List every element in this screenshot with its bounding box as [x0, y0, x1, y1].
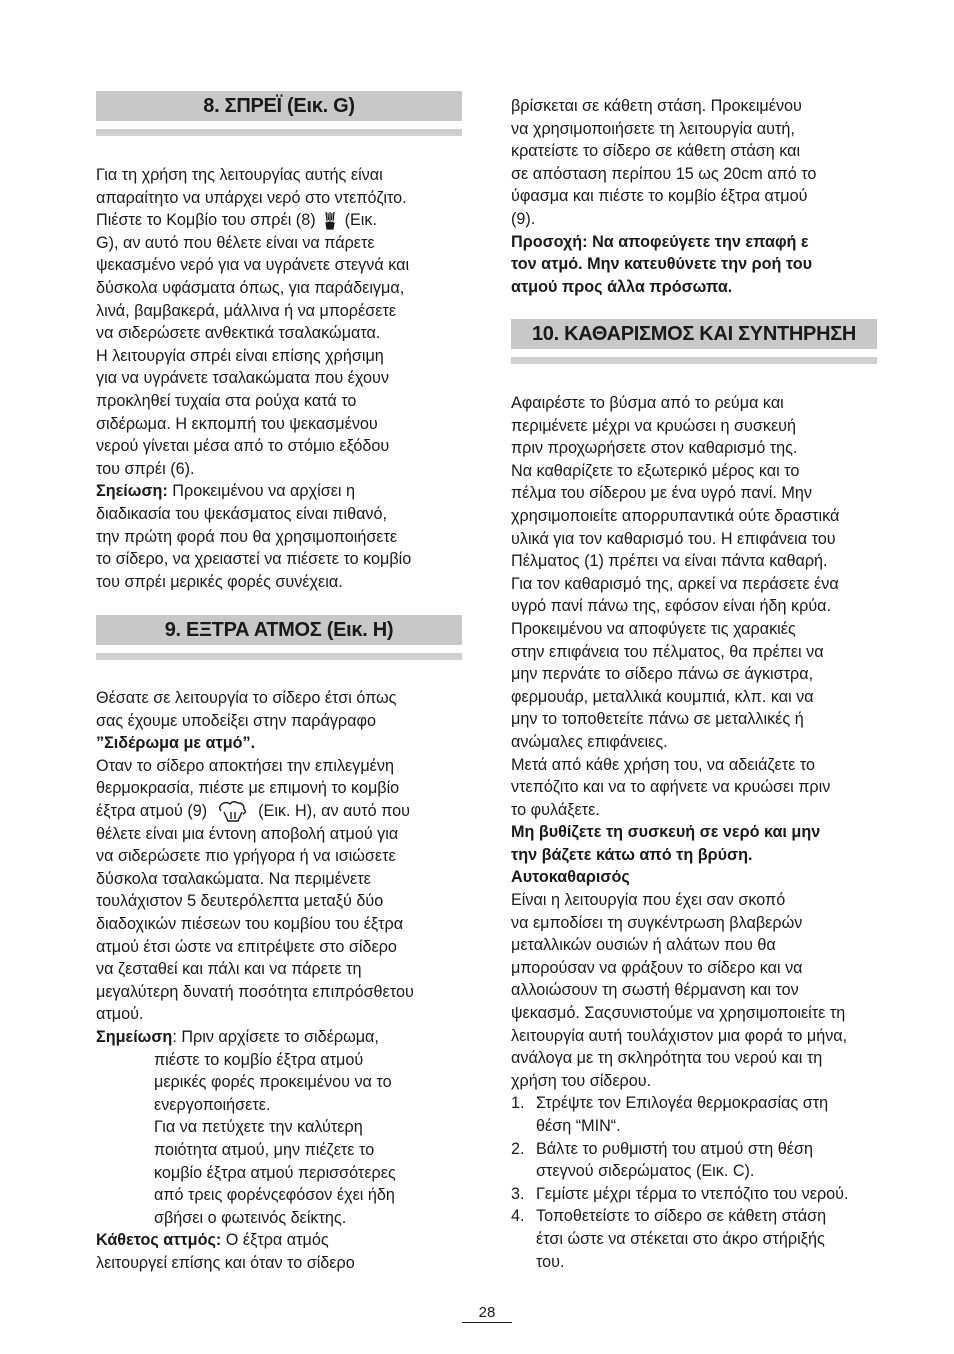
text-line: από τρεις φορένςεφόσον έχει ήδη [154, 1186, 395, 1205]
text-line: Για τον καθαρισμό της, αρκεί να περάσετε ένα [511, 574, 839, 593]
text-line: ποιότητα ατμού, μην πιέζετε το [154, 1141, 375, 1159]
text-line: ψεκασμένο νερό για να υγράνετε στεγνά και [96, 256, 410, 275]
section-9-continuation [511, 95, 883, 298]
text-line: ατμού έτσι ώστε να επιτρέψετε στο σίδερο [96, 937, 397, 956]
text-line: Θέσατε σε λειτουργία το σίδερο έτσι όπως [96, 689, 397, 707]
text-line: Οταν το σίδερο αποκτήσει την επιλεγμένη [96, 756, 394, 775]
text-line: να εμποδίσει τη συγκέντρωση βλαβερών [511, 913, 803, 932]
list-item: στεγνού σιδερώματος (Εικ. C). [536, 1162, 755, 1181]
text-line: το φυλάξετε. [511, 800, 600, 819]
text-line: πριν προχωρήσετε στον καθαρισμό της. [511, 439, 798, 458]
list-item: 4. Τοποθετείστε το σίδερο σε κάθετη στάση [511, 1207, 827, 1226]
text-line: Σηείωση: Προκειμένου να αρχίσει η [96, 482, 356, 501]
text-line: το σίδερο, να χρειαστεί να πιέσετε το κομβίο [96, 550, 412, 569]
warning-line: Προσοχή: Να αποφεύγετε την επαφή ε [511, 232, 809, 251]
text-line: να σιδερώσετε πιο γρήγορα ή να ισιώσετε [96, 847, 396, 866]
section-9-title: 9. ΕΞΤΡΑ ΑΤΜΟΣ (Εικ. H) [164, 618, 394, 641]
list-item: 3. Γεμίστε μέχρι τέρμα το ντεπόζιτο του νερού. [511, 1184, 849, 1203]
list-item: 1. Στρέψτε τον Επιλογέα θερμοκρασίας στη [511, 1094, 829, 1113]
text-line: λειτουργεί επίσης και όταν το σίδερο [96, 1253, 355, 1272]
text-line: χρήση του σίδερου. [511, 1071, 652, 1090]
warning-line: ατμού προς άλλα πρόσωπα. [511, 277, 733, 296]
section-8-body [96, 164, 468, 593]
text-line: G), αν αυτό που θέλετε είναι να πάρετε [96, 233, 375, 252]
text-line: διαδοχικών πιέσεων του κομβίου του έξτρα [96, 915, 404, 934]
section-8-heading [96, 91, 462, 136]
section-9-heading [96, 615, 462, 660]
text-line: έξτρα ατμού (9) (Εικ. H), αν αυτό που [96, 800, 468, 823]
text-line: λειτουργία αυτή τουλάχιστον μια φορά το μήνα, [511, 1026, 848, 1045]
text-line: υλικά για τον καθαρισμό του. Η επιφάνεια του [511, 529, 836, 548]
text-line: Να καθαρίζετε το εξωτερικό μέρος και το [511, 461, 800, 480]
text-line: μπορούσαν να φράξουν το σίδερο και να [511, 958, 803, 977]
subheading-self-clean: Αυτοκαθαρισός [511, 868, 630, 887]
text-line: (9). [511, 209, 536, 228]
self-clean-steps [511, 1092, 883, 1273]
text-line: Είναι η λειτουργία που έχει σαν σκοπό [511, 891, 786, 910]
steam-burst-icon [216, 801, 250, 823]
text-line: χρησιμοποιείτε απορρυπαντικά ούτε δραστικά [511, 506, 840, 525]
text-line: να σιδερώσετε ανθεκτικά τσαλακώματα. [96, 324, 381, 343]
text-line: Για να πετύχετε την καλύτερη [154, 1118, 363, 1137]
text-line: απαραίτητο να υπάρχει νερό στο ντεπόζιτο. [96, 188, 407, 207]
text-line: σας έχουμε υποδείξει στην παράγραφο [96, 711, 377, 730]
warning-line: την βάζετε κάτω από τη βρύση. [511, 845, 753, 864]
section-8-title: 8. ΣΠΡΕΪ (Εικ. G) [203, 94, 355, 117]
text-line: Πέλματος (1) πρέπει να είναι πάντα καθαρή. [511, 552, 828, 571]
text-line: φερμουάρ, μεταλλικά κουμπιά, κλπ. και να [511, 687, 814, 706]
text-line: να ζεσταθεί και πάλι και να πάρετε τη [96, 960, 362, 979]
text-line: στην επιφάνεια του πέλματος, θα πρέπει να [511, 642, 824, 661]
text-line: Η λειτουργία σπρέι είναι επίσης χρήσιμη [96, 346, 384, 365]
text-line: μεταλλικών ουσιών ή αλάτων που θα [511, 936, 776, 955]
section-10-title: 10. ΚΑΘΑΡΙΣΜΟΣ ΚΑΙ ΣΥΝΤΗΡΗΣΗ [531, 322, 857, 345]
text-line: προκληθεί τυχαία στα ρούχα κατά το [96, 391, 357, 410]
text-line: να χρησιμοποιήσετε τη λειτουργία αυτή, [511, 119, 795, 138]
text-line: περιμένετε μέχρι να κρυώσει η συσκευή [511, 416, 797, 435]
text-line: Πιέστε το Κομβίο του σπρέι (8) (Εικ. [96, 211, 377, 230]
text-line: σβήσει ο φωτεινός δείκτης. [154, 1208, 347, 1227]
section-10-body [511, 392, 883, 1273]
text-line: για να υγράνετε τσαλακώματα που έχουν [96, 369, 389, 388]
text-line: τουλάχιστον 5 δευτερόλεπτα μεταξύ δύο [96, 892, 384, 911]
text-line: θερμοκρασία, πιέστε με επιμονή το κομβίο [96, 779, 400, 798]
note-label: Σημείωση [96, 1028, 173, 1047]
text-line: μεγαλύτερη δυνατή ποσότητα επιπρόσθετου [96, 982, 414, 1001]
spray-nozzle-icon [320, 211, 340, 231]
text-line: Σημείωση: Πριν αρχίσετε το σιδέρωμα, [96, 1028, 379, 1047]
text-line: Κάθετος αττμός: Ο έξτρα ατμός [96, 1231, 329, 1250]
text-line: δύσκολα υφάσματα όπως, για παράδειγμα, [96, 278, 405, 297]
text-line: πέλμα του σίδερου με ένα υγρό πανί. Μην [511, 484, 812, 503]
warning-line: τον ατμό. Μην κατευθύνετε την ροή του [511, 255, 813, 274]
text-line: αλλοιώσουν τη σωστή θέρμανση και τον [511, 981, 799, 1000]
text-line: ενεργοποιήσετε. [154, 1095, 271, 1114]
text-line: διαδικασία του ψεκάσματος είναι πιθανό, [96, 504, 388, 523]
list-item: του. [536, 1252, 565, 1271]
page-number: 28 [462, 1304, 512, 1323]
text-line: Μετά από κάθε χρήση του, να αδειάζετε το [511, 755, 816, 774]
text-line: σε απόσταση περίπου 15 ως 20cm από το [511, 164, 817, 183]
text-line: λινά, βαμβακερά, μάλλινα ή να μπορέσετε [96, 301, 397, 320]
text-line: ψεκασμό. Σαςσυνιστούμε να χρησιμοποιείτε τη [511, 1004, 846, 1023]
text-line: ύφασμα και πιέστε το κομβίο έξτρα ατμού [511, 187, 808, 206]
section-10-heading [511, 319, 877, 364]
text-line: μην το τοποθετείτε πάνω σε μεταλλικές ή [511, 710, 804, 729]
vertical-steam-label: Κάθετος αττμός: [96, 1231, 222, 1250]
text-line: Για τη χρήση της λειτουργίας αυτής είναι [96, 166, 383, 184]
text-line: θέλετε είναι μια έντονη αποβολή ατμού για [96, 824, 399, 843]
text-line: υγρό πανί πάνω της, εφόσον είναι ήδη κρύα. [511, 597, 832, 616]
text-line: δύσκολα τσαλακώματα. Να περιμένετε [96, 869, 371, 888]
list-item: θέση “MIN“. [536, 1117, 621, 1135]
text-line: πιέστε το κομβίο έξτρα ατμού [154, 1050, 364, 1069]
list-item: 2. Βάλτε το ρυθμιστή του ατμού στη θέση [511, 1139, 813, 1158]
text-line: του σπρέι μερικές φορές συνέχεια. [96, 572, 343, 591]
text-line: κρατείστε το σίδερο σε κάθετη στάση και [511, 142, 801, 161]
text-line: μην περνάτε το σίδερο πάνω σε άγκιστρα, [511, 665, 814, 684]
section-9-body [96, 687, 468, 1275]
text-line: ”Σιδέρωμα με ατμό”. [96, 734, 256, 753]
text-line: σιδέρωμα. Η εκπομπή του ψεκασμένου [96, 414, 378, 433]
text-line: ανάλογα με τη σκληρότητα του νερού και τη [511, 1049, 823, 1068]
text-line: του σπρέι (6). [96, 459, 195, 478]
text-line: ντεπόζιτο και να το αφήνετε να κρυώσει πριν [511, 778, 831, 797]
text-line: μερικές φορές προκειμένου να το [154, 1073, 392, 1092]
text-line: Αφαιρέστε το βύσμα από το ρεύμα και [511, 394, 784, 412]
text-line: την πρώτη φορά που θα χρησιμοποιήσετε [96, 527, 398, 546]
warning-line: Μη βυθίζετε τη συσκευή σε νερό και μην [511, 823, 821, 842]
list-item: έτσι ώστε να στέκεται στο άκρο στήριξής [536, 1229, 825, 1248]
text-line: κομβίο έξτρα ατμού περισσότερες [154, 1163, 396, 1182]
text-line: Προκειμένου να αποφύγετε τις χαρακιές [511, 619, 796, 638]
text-line: νερού γίνεται μέσα από το στόμιο εξόδου [96, 437, 390, 456]
text-line: ατμού. [96, 1005, 144, 1024]
note-label: Σηείωση: [96, 482, 168, 501]
text-line: βρίσκεται σε κάθετη στάση. Προκειμένου [511, 97, 802, 115]
text-line: ανώμαλες επιφάνειες. [511, 732, 668, 751]
